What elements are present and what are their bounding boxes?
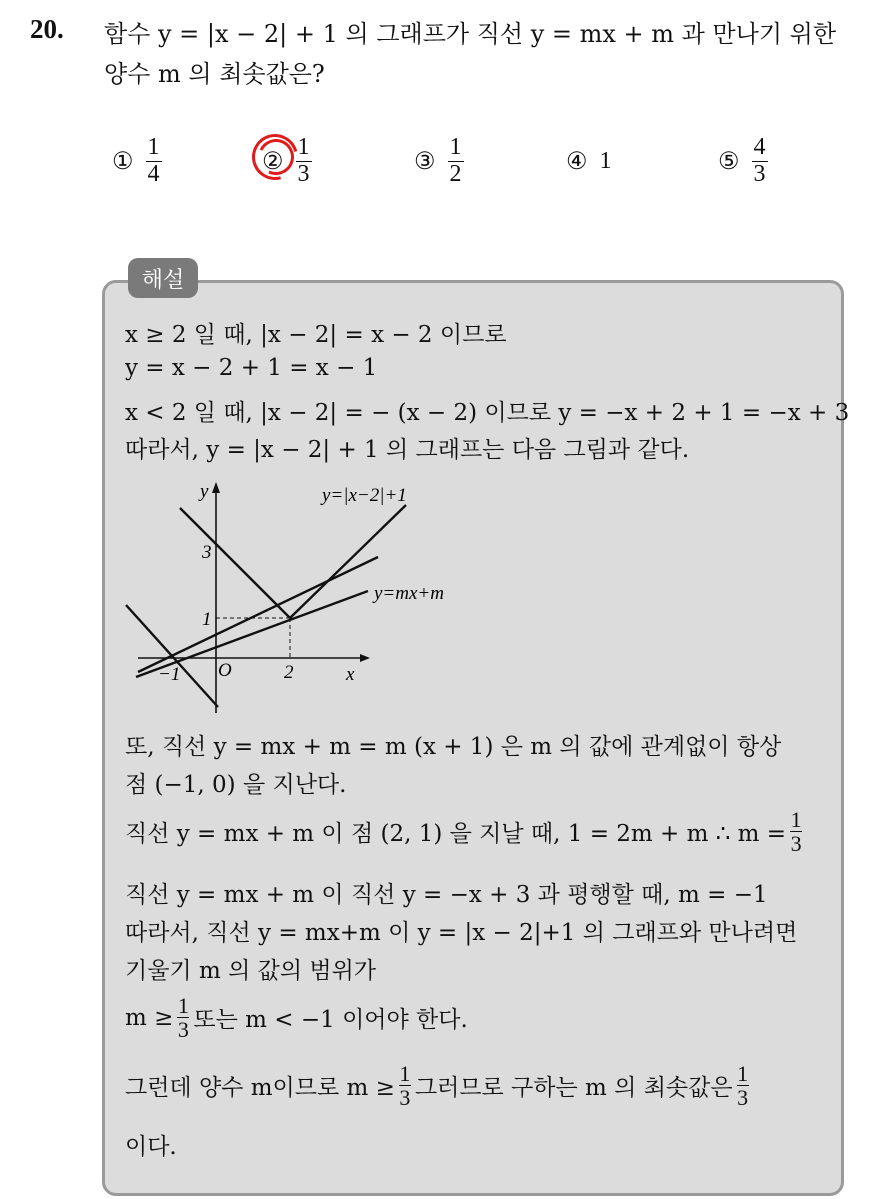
solution-para7-fraction: 1 3 <box>177 993 189 1043</box>
line-y-neg-x-plus-3 <box>180 508 290 618</box>
choice-4[interactable] <box>566 126 612 196</box>
tick-label-3: 3 <box>202 542 212 563</box>
solution-para8-b: 그러므로 구하는 m 의 최솟값은 <box>414 1075 733 1102</box>
question-text-line2: 양수 m 의 최솟값은? <box>104 60 325 88</box>
label-abs-graph: y=|x−2|+1 <box>322 485 407 506</box>
solution-line-3: x < 2 일 때, |x − 2| = − (x − 2) 이므로 y = −x + 2 + 1 = −x + 3 <box>125 400 850 426</box>
tick-label-2: 2 <box>284 662 294 683</box>
y-axis-arrow <box>212 482 220 493</box>
solution-para7-prefix: m ≥ <box>125 1004 174 1031</box>
solution-graph <box>118 475 488 725</box>
solution-para8-fraction2: 1 3 <box>737 1061 749 1111</box>
solution-para8 <box>125 1062 753 1109</box>
solution-para3 <box>125 808 806 855</box>
tick-label-origin: O <box>218 660 232 681</box>
question-number: 20. <box>30 14 64 44</box>
choice-5[interactable] <box>718 126 768 196</box>
choice-1-marker: ① <box>112 147 134 175</box>
solution-para2-line2: 점 (−1, 0) 을 지난다. <box>125 772 347 798</box>
label-line-graph: y=mx+m <box>374 583 444 604</box>
solution-para7 <box>125 994 468 1041</box>
choice-3-fraction: $\frac{1}{2}$ <box>449 134 462 187</box>
choice-2-marker: ② <box>262 147 284 175</box>
solution-para6: 기울기 m 의 값의 범위가 <box>125 958 377 984</box>
solution-line-4: 따라서, y = |x − 2| + 1 의 그래프는 다음 그림과 같다. <box>125 437 690 463</box>
solution-para8-a: 그런데 양수 m이므로 m ≥ <box>125 1075 395 1102</box>
choice-2-fraction: $\frac{1}{3}$ <box>297 134 310 187</box>
solution-para3-text: 직선 y = mx + m 이 점 (2, 1) 을 지날 때, 1 = 2m + m ∴ m = <box>125 821 787 848</box>
solution-line-1: x ≥ 2 일 때, |x − 2| = x − 2 이므로 <box>125 322 507 348</box>
solution-para5: 따라서, 직선 y = mx+m 이 y = |x − 2|+1 의 그래프와 만나려면 <box>125 920 798 946</box>
choice-5-marker: ⑤ <box>718 147 740 175</box>
choice-3-marker: ③ <box>414 147 436 175</box>
solution-para9: 이다. <box>125 1134 177 1160</box>
label-x-axis: x <box>346 664 355 685</box>
choice-5-fraction: $\frac{4}{3}$ <box>753 134 766 187</box>
choice-4-marker: ④ <box>566 147 588 175</box>
solution-para2-line1: 또, 직선 y = mx + m = m (x + 1) 은 m 의 값에 관계없이 항상 <box>125 734 782 760</box>
solution-line-2: y = x − 2 + 1 = x − 1 <box>125 355 378 381</box>
solution-para3-fraction: 1 3 <box>790 807 802 857</box>
solution-tag: 해설 <box>128 258 198 298</box>
label-y-axis: y <box>200 481 209 502</box>
line-y-mx-plus-m-steeper <box>138 557 378 672</box>
tick-label-minus-1: −1 <box>158 664 181 685</box>
choice-1[interactable] <box>112 126 162 196</box>
x-axis-arrow <box>360 654 370 662</box>
choice-1-fraction: $\frac{1}{4}$ <box>147 134 160 187</box>
choice-4-value: 1 <box>599 147 612 174</box>
solution-para8-fraction1: 1 3 <box>399 1061 411 1111</box>
question-text-line1: 함수 y = |x − 2| + 1 의 그래프가 직선 y = mx + m 과 만나기 위한 <box>104 20 837 48</box>
solution-para4: 직선 y = mx + m 이 직선 y = −x + 3 과 평행할 때, m = −1 <box>125 882 768 908</box>
solution-para7-suffix: 또는 m < −1 이어야 한다. <box>193 1007 468 1034</box>
choice-3[interactable] <box>414 126 464 196</box>
tick-label-1: 1 <box>202 609 212 630</box>
